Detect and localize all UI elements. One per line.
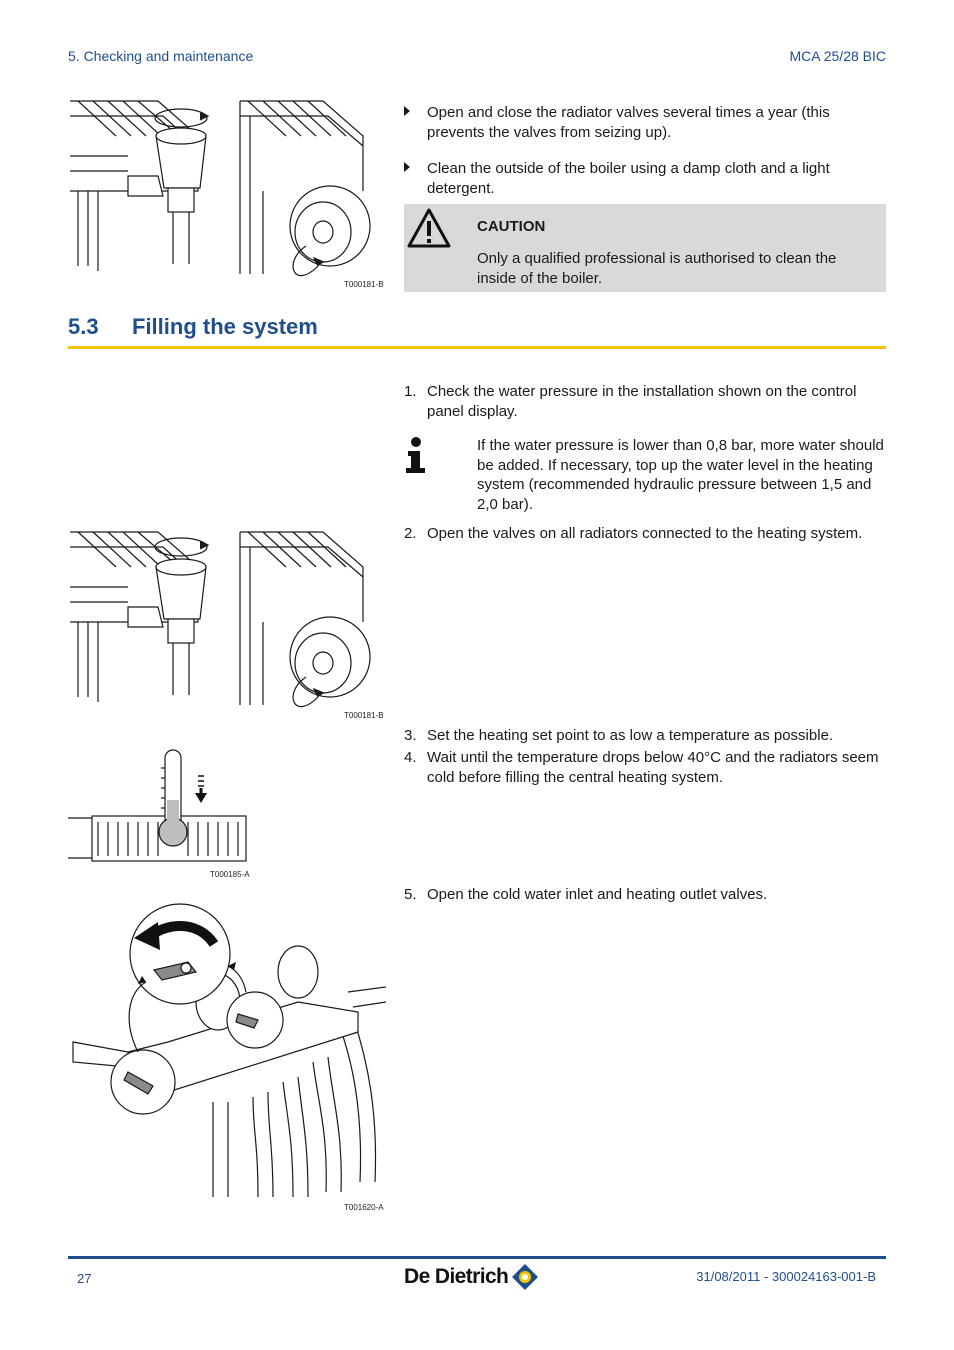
document-reference: 31/08/2011 - 300024163-001-B (696, 1269, 876, 1284)
brand-logo (404, 1262, 540, 1292)
step-item (404, 524, 909, 544)
section-rule (68, 346, 886, 349)
footer-rule (68, 1256, 886, 1259)
step-text: Open the valves on all radiators connected to the heating system. (427, 525, 863, 542)
maintenance-bullet-text: Clean the outside of the boiler using a damp cloth and a light detergent. (427, 160, 830, 197)
section-number: 5.3 (68, 314, 99, 339)
maintenance-bullet (404, 103, 887, 142)
dietrich-logo-icon (510, 1262, 540, 1292)
step-number: 4. (404, 749, 417, 766)
figure-caption-1: T000181-B (344, 280, 384, 289)
bullet-arrow-icon (404, 106, 410, 116)
warning-triangle-icon (407, 208, 451, 248)
step-text: Open the cold water inlet and heating outlet valves. (427, 886, 768, 903)
caution-title: CAUTION (477, 218, 546, 235)
figure-caption-3: T000185-A (210, 870, 250, 879)
figure-boiler-inlet-outlet-valves (68, 892, 386, 1202)
maintenance-bullet-text: Open and close the radiator valves several times a year (this prevents the valves from seizing up). (427, 104, 830, 141)
step-item (404, 382, 886, 421)
info-note-text: If the water pressure is lower than 0,8 bar, more water should be added. If necessary, top up the water level in the heating system (recommended hydraulic pressure between 1,5 and 2,0 bar). (477, 437, 884, 513)
section-title: Filling the system (132, 314, 318, 339)
running-header-section: 5. Checking and maintenance (68, 48, 254, 64)
step-text: Set the heating set point to as low a temperature as possible. (427, 727, 834, 744)
step-text: Wait until the temperature drops below 40°C and the radiators seem cold before filling the central heating system. (427, 749, 879, 786)
step-item (404, 748, 887, 787)
figure-radiator-valves-middle (68, 527, 386, 707)
figure-radiator-valves-top (68, 96, 386, 276)
figure-caption-2: T000181-B (344, 711, 384, 720)
step-number: 1. (404, 383, 417, 400)
caution-text: Only a qualified professional is authorised to clean the inside of the boiler. (477, 250, 837, 287)
figure-caption-4: T001620-A (344, 1203, 384, 1212)
step-number: 2. (404, 525, 417, 542)
page-number: 27 (77, 1271, 92, 1286)
caution-box (404, 204, 886, 292)
step-text: Check the water pressure in the installation shown on the control panel display. (427, 383, 857, 420)
step-number: 5. (404, 886, 417, 903)
step-item (404, 885, 909, 905)
maintenance-bullet (404, 159, 887, 198)
step-number: 3. (404, 727, 417, 744)
bullet-arrow-icon (404, 162, 410, 172)
brand-logo-text: De Dietrich (404, 1265, 509, 1288)
info-icon (404, 436, 428, 474)
running-header-model: MCA 25/28 BIC (789, 48, 886, 64)
figure-thermometer-radiator (68, 748, 253, 868)
step-item (404, 726, 909, 746)
